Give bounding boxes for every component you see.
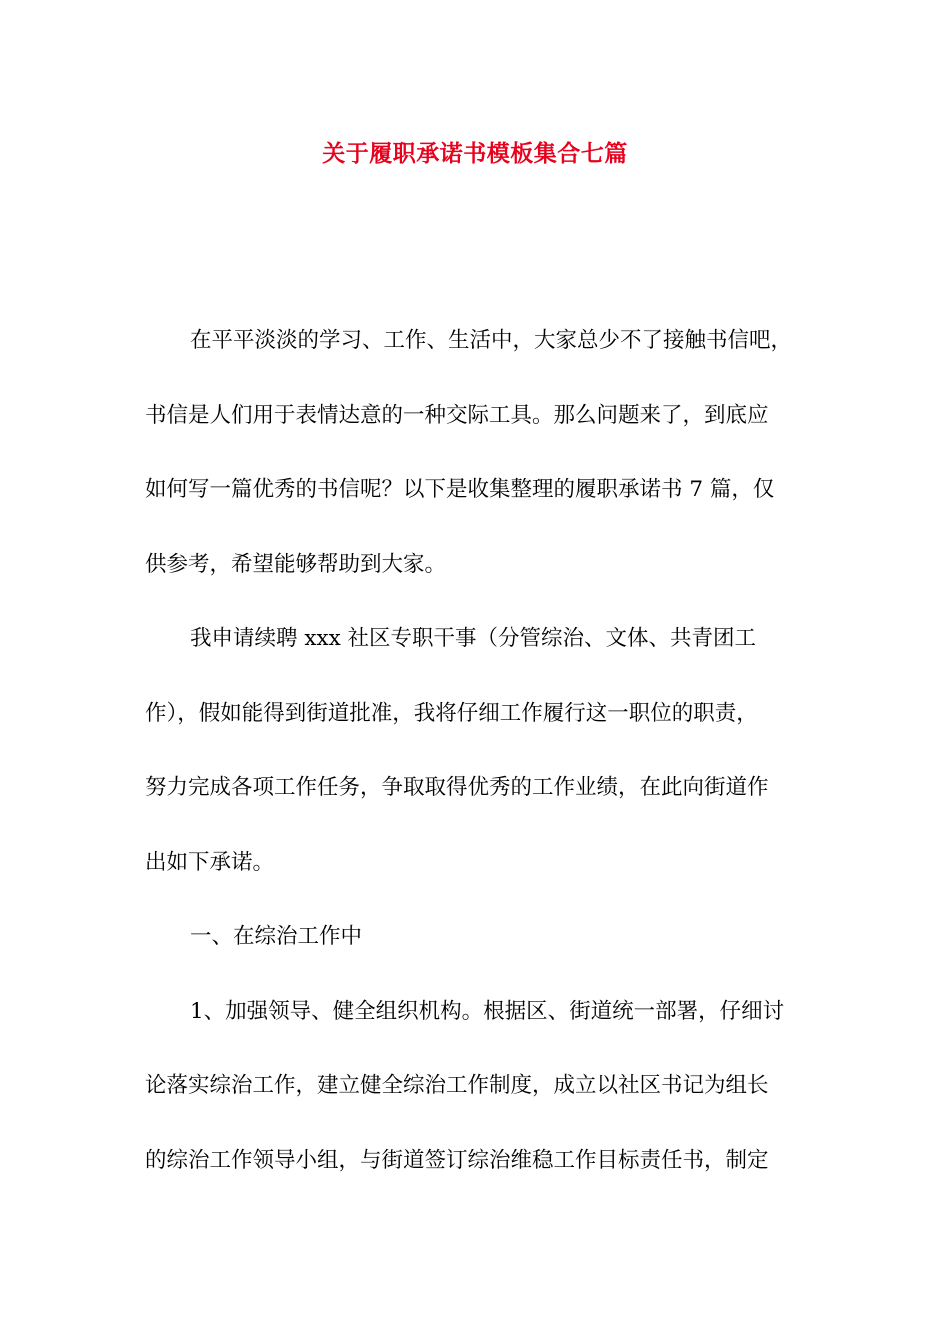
paragraph-line: 书信是人们用于表情达意的一种交际工具。那么问题来了，到底应 [145,403,769,428]
document-title: 关于履职承诺书模板集合七篇 [322,141,628,167]
paragraph-line: 在平平淡淡的学习、工作、生活中，大家总少不了接触书信吧， [190,328,793,353]
paragraph-line: 供参考，希望能够帮助到大家。 [145,552,447,577]
paragraph-line: 的综治工作领导小组，与街道签订综治维稳工作目标责任书，制定 [145,1148,769,1173]
paragraph-line: 论落实综治工作，建立健全综治工作制度，成立以社区书记为组长 [145,1073,769,1098]
paragraph-line: 1、加强领导、健全组织机构。根据区、街道统一部署，仔细讨 [190,999,785,1024]
paragraph-line: 作），假如能得到街道批准，我将仔细工作履行这一职位的职责， [145,701,758,726]
paragraph-line: 努力完成各项工作任务，争取取得优秀的工作业绩，在此向街道作 [145,775,769,800]
paragraph-line: 出如下承诺。 [145,850,275,875]
section-heading: 一、在综治工作中 [190,924,363,949]
paragraph-line: 如何写一篇优秀的书信呢？以下是收集整理的履职承诺书 7 篇，仅 [145,477,775,502]
paragraph-line: 我申请续聘 xxx 社区专职干事（分管综治、文体、共青团工 [190,626,757,651]
